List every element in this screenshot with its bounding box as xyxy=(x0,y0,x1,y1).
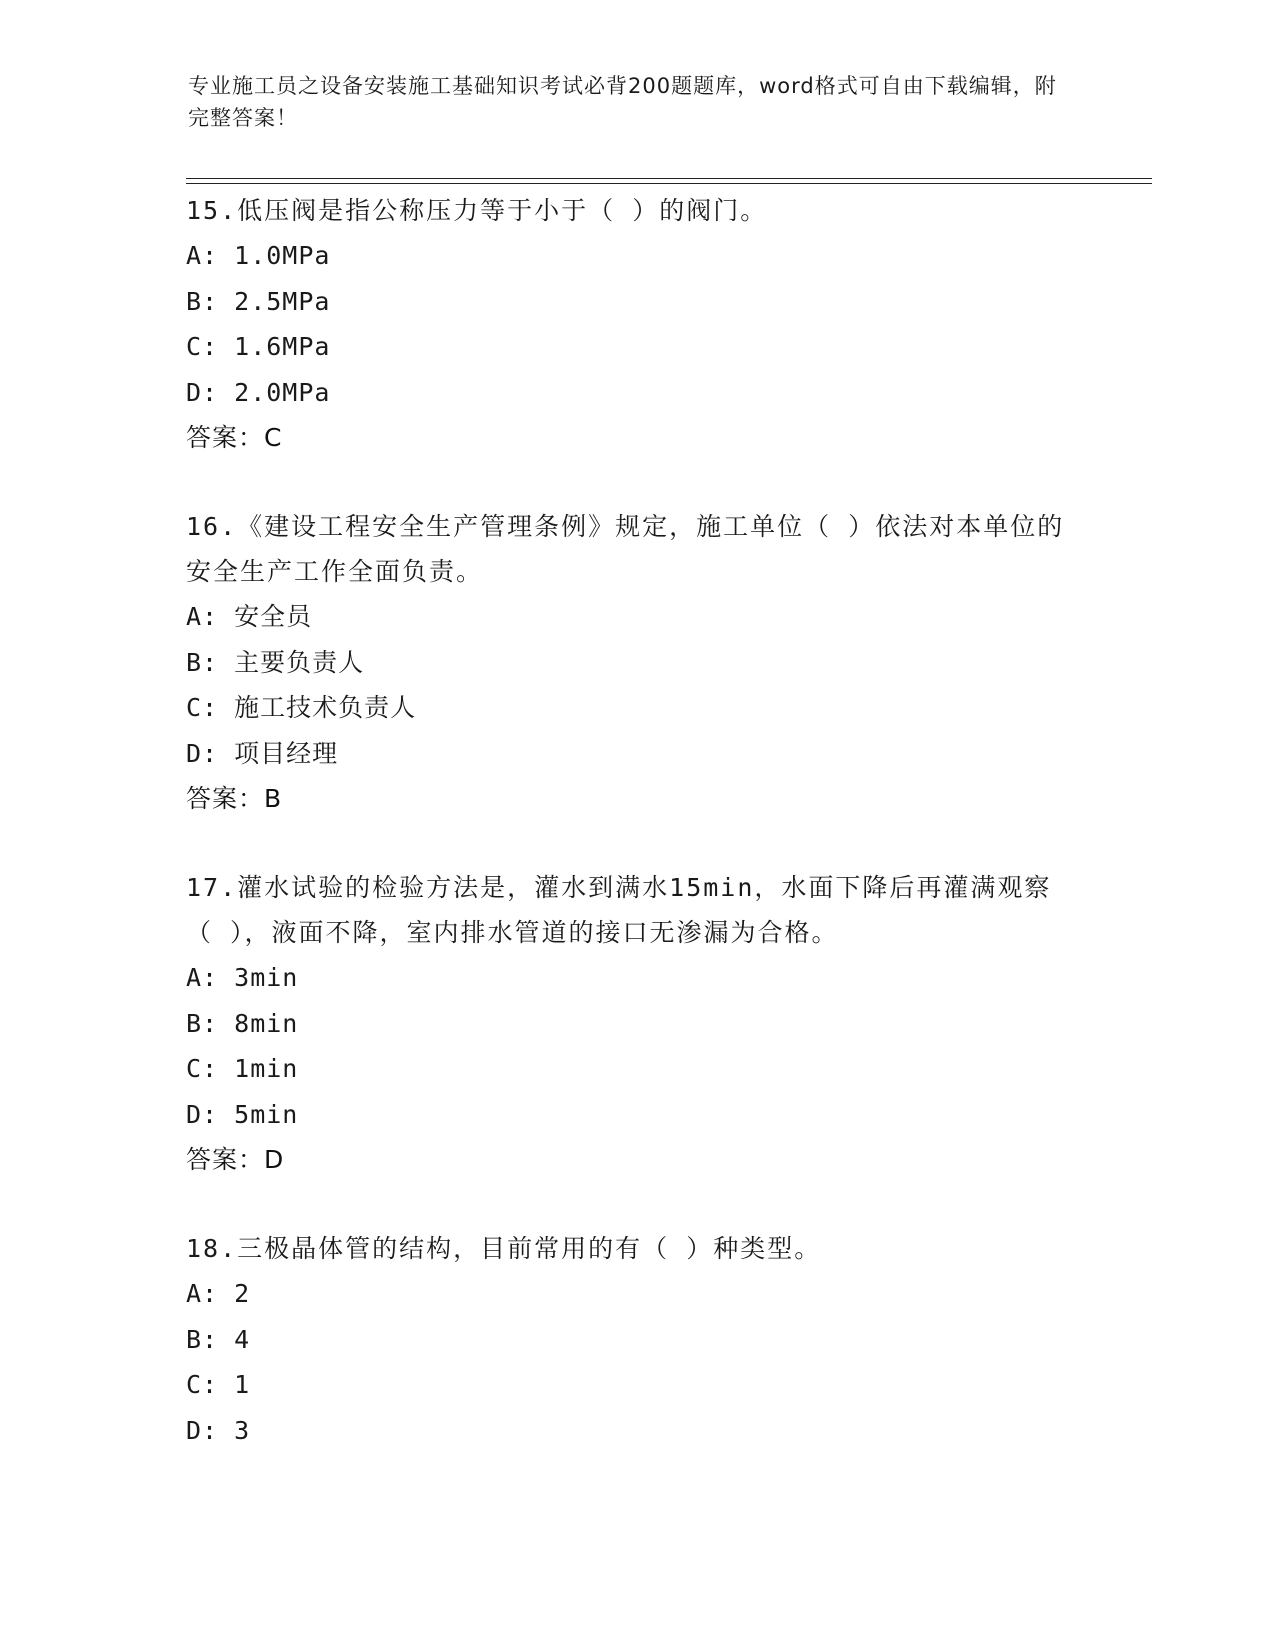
document-title: 专业施工员之设备安装施工基础知识考试必背200题题库，word格式可自由下载编辑，附完整答案！ xyxy=(188,74,1057,130)
option-a: A: 安全员 xyxy=(186,602,313,631)
option-d: D: 项目经理 xyxy=(186,738,339,768)
option-b: B: 4 xyxy=(186,1324,251,1354)
header-divider-top xyxy=(186,178,1152,179)
answer-line: 答案：D xyxy=(186,1145,285,1174)
option-d: D: 3 xyxy=(186,1415,251,1445)
question-stem: 17.灌水试验的检验方法是，灌水到满水15min，水面下降后再灌满观察（ ），液面不降，室内排水管道的接口无渗漏为合格。 xyxy=(186,873,1052,947)
option-c: C: 施工技术负责人 xyxy=(186,693,417,722)
option-a: A: 1.0MPa xyxy=(186,241,331,270)
answer-line: 答案：B xyxy=(186,784,283,813)
option-a: A: 3min xyxy=(186,963,299,992)
question-stem: 15.低压阀是指公称压力等于小于（ ）的阀门。 xyxy=(186,196,768,225)
option-b: B: 主要负责人 xyxy=(186,647,365,677)
option-c: C: 1 xyxy=(186,1370,251,1399)
question-list xyxy=(186,188,1086,1497)
question-17 xyxy=(186,865,1086,1182)
option-a: A: 2 xyxy=(186,1279,251,1308)
document-header xyxy=(188,70,1068,134)
answer-line: 答案：C xyxy=(186,423,283,452)
question-16 xyxy=(186,504,1086,821)
option-d: D: 5min xyxy=(186,1099,299,1129)
question-stem: 16.《建设工程安全生产管理条例》规定，施工单位（ ）依法对本单位的安全生产工作全面负责。 xyxy=(186,512,1065,586)
option-c: C: 1.6MPa xyxy=(186,332,331,361)
option-b: B: 8min xyxy=(186,1008,299,1038)
question-18 xyxy=(186,1226,1086,1453)
option-c: C: 1min xyxy=(186,1054,299,1083)
question-15 xyxy=(186,188,1086,460)
option-d: D: 2.0MPa xyxy=(186,377,331,407)
question-stem: 18.三极晶体管的结构，目前常用的有（ ）种类型。 xyxy=(186,1234,822,1263)
header-divider-bottom xyxy=(186,183,1152,184)
option-b: B: 2.5MPa xyxy=(186,286,331,316)
